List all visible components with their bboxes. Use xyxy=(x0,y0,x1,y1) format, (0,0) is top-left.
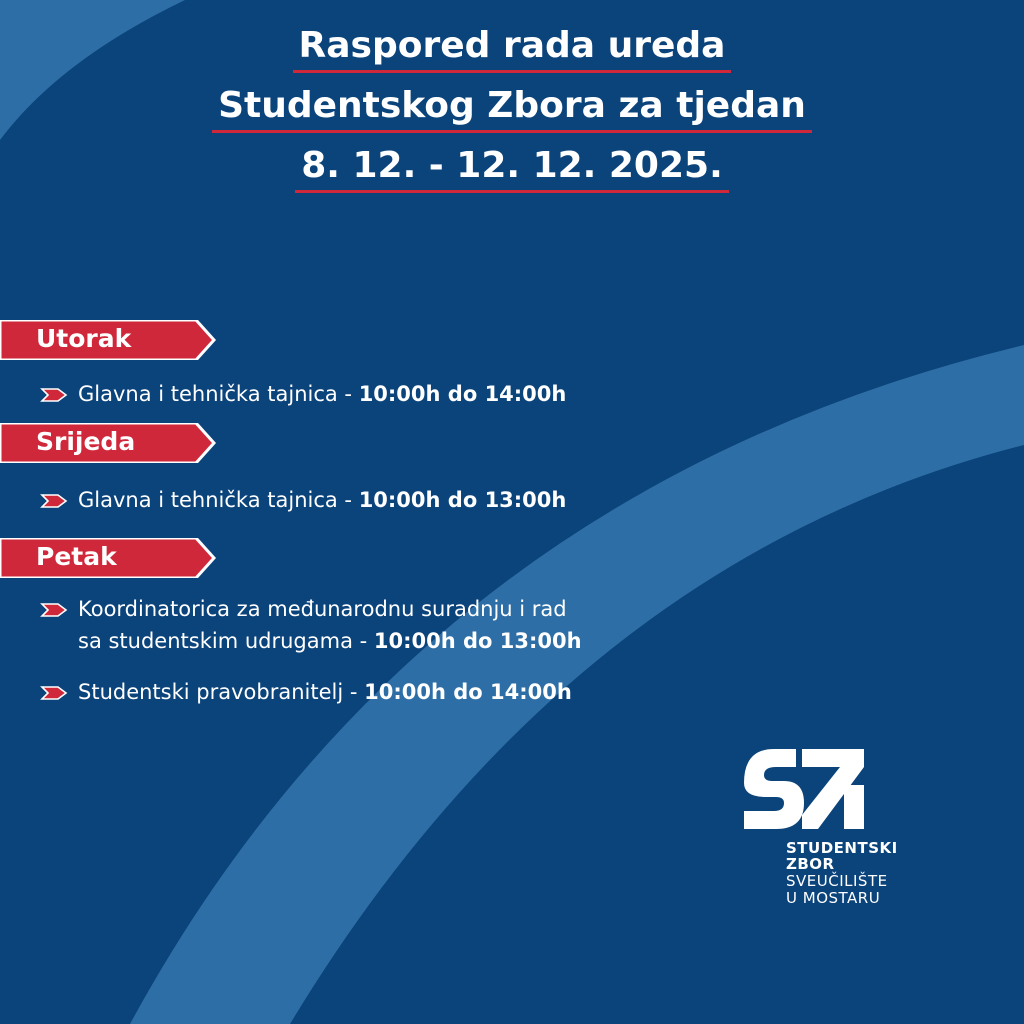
chevron-right-icon xyxy=(40,388,70,402)
chevron-right-icon xyxy=(40,686,70,700)
day-label: Petak xyxy=(36,542,117,571)
list-item: Glavna i tehnička tajnica - 10:00h do 14:00h xyxy=(40,378,566,410)
title-line-1: Raspored rada ureda xyxy=(0,24,1024,73)
day-tag-petak xyxy=(0,538,220,578)
day-tag-utorak xyxy=(0,320,220,360)
day-label: Srijeda xyxy=(36,427,136,456)
studentski-zbor-logo xyxy=(740,745,930,915)
logo-text-mostar: U MOSTARU xyxy=(786,889,881,907)
list-item: Koordinatorica za međunarodnu suradnju i rad sa studentskim udrugama - 10:00h do 13:00h xyxy=(40,593,582,657)
chevron-right-icon xyxy=(40,603,70,617)
title-line-2: Studentskog Zbora za tjedan xyxy=(0,84,1024,133)
list-item: Glavna i tehnička tajnica - 10:00h do 13:00h xyxy=(40,484,566,516)
logo-text-sveuciliste: SVEUČILIŠTE xyxy=(786,872,888,890)
day-tag-srijeda xyxy=(0,423,220,463)
logo-mark-icon xyxy=(740,745,870,835)
title-line-3: 8. 12. - 12. 12. 2025. xyxy=(0,144,1024,193)
day-label: Utorak xyxy=(36,324,132,353)
logo-text-zbor: ZBOR xyxy=(786,855,835,873)
list-item: Studentski pravobranitelj - 10:00h do 14:00h xyxy=(40,676,572,708)
logo-text-studentski: STUDENTSKI xyxy=(786,839,898,857)
chevron-right-icon xyxy=(40,494,70,508)
